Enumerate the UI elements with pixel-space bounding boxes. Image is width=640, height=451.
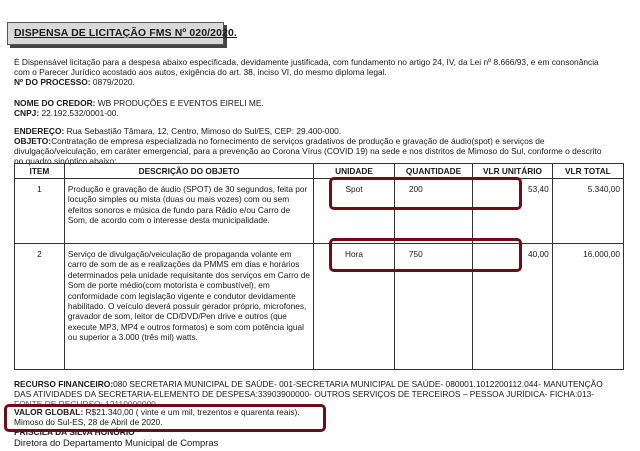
row1-description: Produção e gravação de áudio (SPOT) de 30 segundos, feita por locução simples ou mista (duas ou mais vozes) com ou sem efeitos sonoros e música de fundo para Rádio e/ou Carro de Som, de acordo com o interesse desta municipalidade. [64, 179, 313, 244]
creditor-value: WB PRODUÇÕES E EVENTOS EIRELI ME. [95, 98, 264, 108]
process-number [14, 77, 135, 87]
row2-quantity: 750 [394, 244, 472, 370]
address-value: Rua Sebastião Tâmara, 12, Centro, Mimoso do Sul/ES, CEP: 29.400-000. [64, 126, 342, 136]
cnpj-value: 22.192.532/0001-00. [39, 108, 119, 118]
header-unit: UNIDADE [314, 164, 395, 179]
creditor-address [14, 126, 341, 136]
row2-item: 2 [15, 244, 65, 370]
items-table [14, 163, 624, 370]
object-line-3: no quadro sinóptico abaixo: [14, 156, 117, 166]
resource-label: RECURSO FINANCEIRO: [14, 379, 114, 389]
object-line-2: divulgação/veiculação, em caráter emergencial, para a prevenção ao Corona Vírus (COVID 19) na sede e nos distritos de Mimoso do Sul, conforme o descrito [14, 146, 602, 156]
cnpj-label: CNPJ: [14, 108, 40, 118]
header-item: ITEM [15, 164, 65, 179]
object-label: OBJETO: [14, 136, 52, 146]
intro-line-2: com o Parecer Jurídico acostado aos autos, exigência do art. 38, inciso VI, do mesmo diploma legal. [14, 67, 387, 77]
header-unit-value: VLR UNITÁRIO [473, 164, 553, 179]
highlight-row2-values [329, 238, 522, 272]
resource-line-3: FONTE DE RECURSO: 12110000000. [14, 399, 159, 409]
row1-item: 1 [15, 179, 65, 244]
row1-quantity: 200 [394, 179, 472, 244]
place-date: Mimoso do Sul-ES, 28 de Abril de 2020. [14, 417, 163, 427]
process-label: Nº DO PROCESSO: [14, 77, 91, 87]
creditor-name [14, 98, 264, 108]
address-label: ENDEREÇO: [14, 126, 65, 136]
object-text: Contratação de empresa especializada no fornecimento de serviços gradativos de produção e gravação de áudio(spot) e serviços de [51, 136, 545, 146]
row2-total: 16.000,00 [552, 244, 623, 370]
row1-unit: Spot [314, 179, 395, 244]
table-header-row [15, 164, 624, 179]
row2-unit: Hora [314, 244, 395, 370]
global-label: VALOR GLOBAL: [14, 407, 84, 417]
header-total: VLR TOTAL [552, 164, 623, 179]
signer-name: PRISCILA DA SILVA HONÓRIO [14, 427, 135, 437]
intro-line-1: É Dispensável licitação para a despesa abaixo especificada, devidamente justificada, com fundamento no artigo 24, IV, da Lei nº 8.666/93, e em consonância [14, 57, 599, 67]
creditor-label: NOME DO CREDOR: [14, 98, 96, 108]
row1-total: 5.340,00 [552, 179, 623, 244]
header-description: DESCRIÇÃO DO OBJETO [64, 164, 313, 179]
highlight-row1-values [329, 177, 522, 210]
object-line-1 [14, 136, 545, 146]
header-quantity: QUANTIDADE [394, 164, 472, 179]
document-title: DISPENSA DE LICITAÇÃO FMS Nº 020/2020. [14, 27, 237, 39]
row2-description: Serviço de divulgação/veiculação de propaganda volante em carro de som de as e realizações da PMMS em dias e horários determinados pela unidade requisitante dos serviços em Carro de Som de porte médio(com motorista e combustível), em conformidade com legislação vigente e condutor devidamente habilitado. O veículo deverá possuir gerador próprio, microfones, gravador de som, leitor de CD/DVD/Pen drive e outros (que execute MP3, MP4 e outros formatos) e som com potência igual ou superior a 3.000 (três mil) watts. [64, 244, 313, 370]
resource-text: 080 SECRETARIA MUNICIPAL DE SAÚDE- 001-SECRETARIA MUNICIPAL DE SAÚDE- 080001.1012200112.044- MANUTENÇÃO [113, 379, 603, 389]
creditor-cnpj [14, 108, 119, 118]
table-row [15, 179, 624, 244]
global-amount: R$21.340,00 ( vinte e um mil, trezentos e quarenta reais). [83, 407, 300, 417]
table-row [15, 244, 624, 370]
row2-unit-value: 40,00 [473, 244, 553, 370]
resource-line-1 [14, 379, 603, 389]
resource-line-2: DAS ATIVIDADES DA SECRETARIA-ELEMENTO DE DESPESA:33903900000- OUTROS SERVIÇOS DE TERCEIROS – PESSOA JURÍDICA- FICHA:013- [14, 389, 595, 399]
highlight-global-value [4, 404, 326, 432]
signer-role: Diretora do Departamento Municipal de Compras [14, 437, 219, 448]
row1-unit-value: 53,40 [473, 179, 553, 244]
process-value: 0879/2020. [90, 77, 135, 87]
